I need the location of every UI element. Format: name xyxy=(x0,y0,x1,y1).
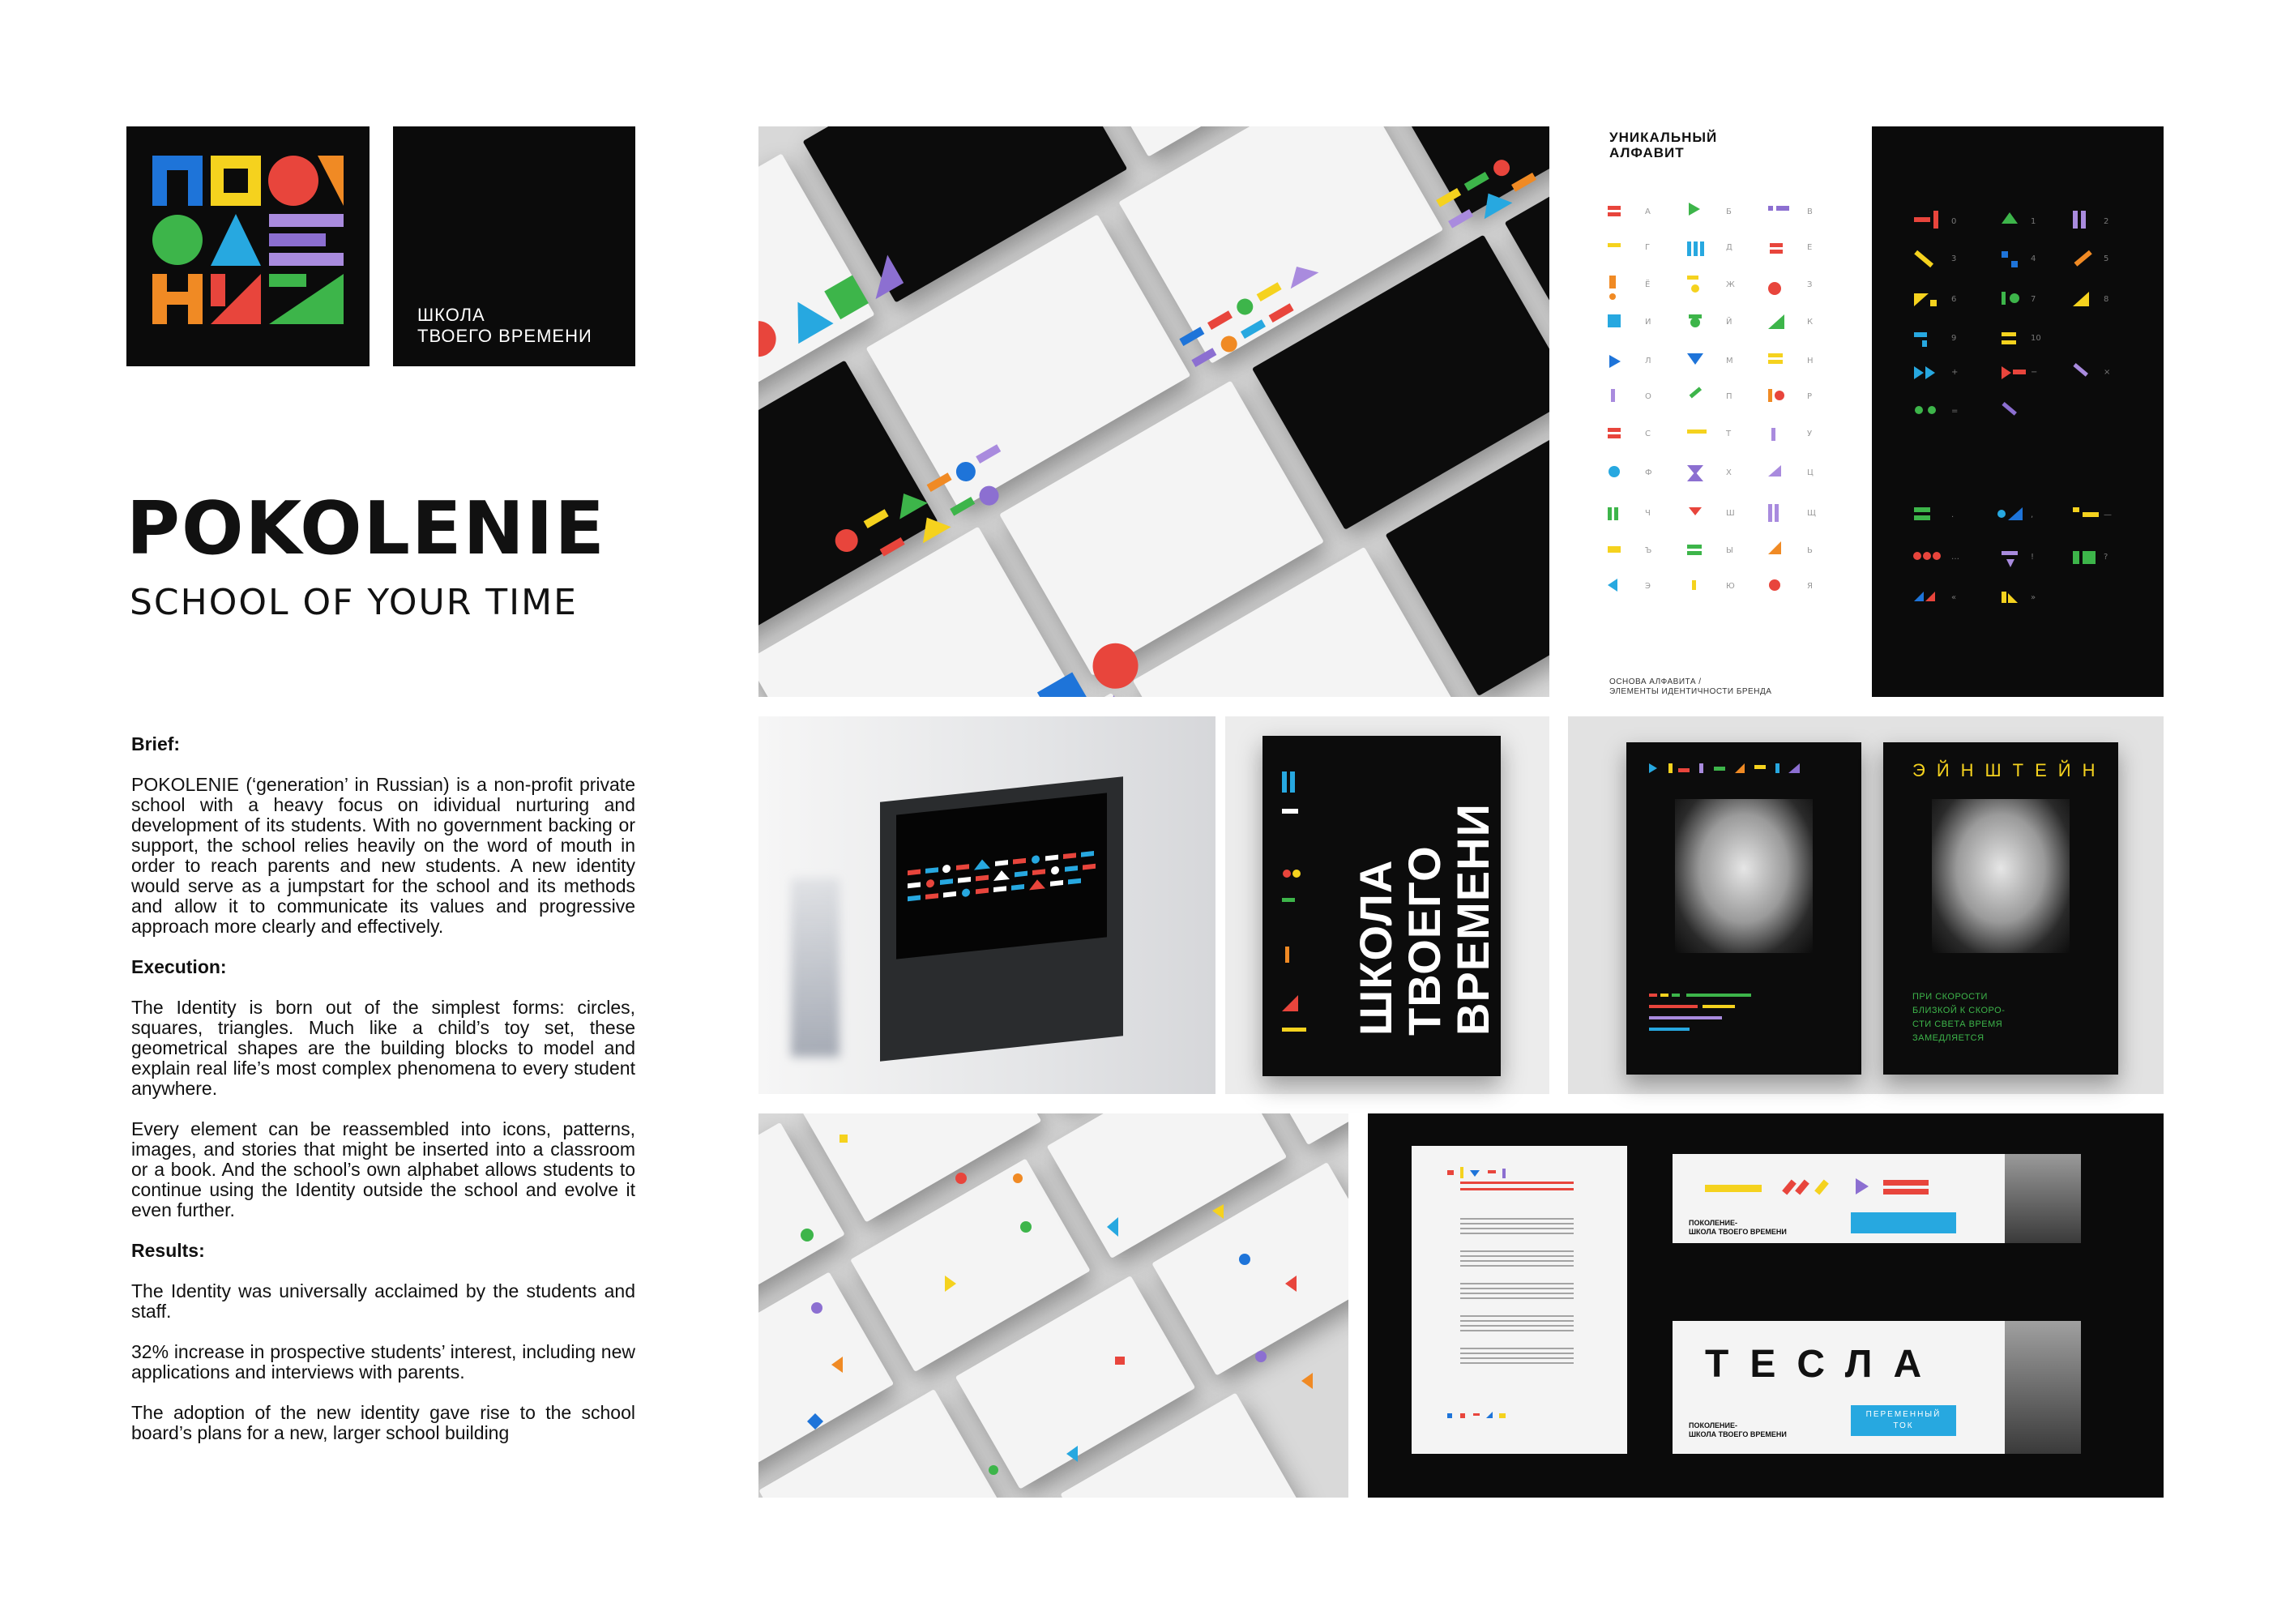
card-icons-icon xyxy=(758,1113,1348,1498)
einstein-posters xyxy=(1568,716,2164,1094)
stationery-mockup xyxy=(758,126,1549,697)
svg-text:Л: Л xyxy=(1645,357,1651,365)
tesla-label-box xyxy=(1851,1405,1956,1436)
tesla-box-line-1: ПЕРЕМЕННЫЙ xyxy=(1865,1410,1942,1419)
billboard-pattern-icon xyxy=(896,793,1107,959)
svg-text:?: ? xyxy=(2104,553,2108,562)
svg-text:6: 6 xyxy=(1951,295,1957,304)
tagline-line-2: ТВОЕГО ВРЕМЕНИ xyxy=(417,326,592,346)
sheet-music-icon xyxy=(1412,1146,1627,1454)
tesla-photo-image-2 xyxy=(2005,1321,2081,1454)
alphabet-footer xyxy=(1609,677,1771,697)
svg-text:Щ: Щ xyxy=(1807,509,1816,518)
svg-text:9: 9 xyxy=(1951,334,1957,343)
book-title-line-1: ШКОЛА xyxy=(1350,859,1401,1036)
svg-text:!: ! xyxy=(2031,553,2035,562)
tesla-blue-strip xyxy=(1851,1212,1956,1233)
svg-text:Ю: Ю xyxy=(1726,582,1735,591)
svg-text:8: 8 xyxy=(2104,295,2109,304)
tesla-footer-bottom: ПОКОЛЕНИЕ- ШКОЛА ТВОЕГО ВРЕМЕНИ xyxy=(1689,1421,1787,1438)
svg-text:×: × xyxy=(2104,368,2111,377)
svg-text:О: О xyxy=(1645,392,1651,401)
svg-text:=: = xyxy=(1951,407,1959,416)
svg-text:Ё: Ё xyxy=(1645,280,1651,289)
svg-text:Ж: Ж xyxy=(1726,280,1735,289)
alphabet-sheet xyxy=(1572,126,1852,697)
alphabet-title-line-1: УНИКАЛЬНЫЙ xyxy=(1609,130,1718,145)
svg-text:Т: Т xyxy=(1726,430,1732,438)
quote-line-2: БЛИЗКОЙ К СКОРО- xyxy=(1912,1006,2006,1015)
einstein-photo-image-2 xyxy=(1932,799,2070,953)
svg-text:…: … xyxy=(1951,553,1959,562)
svg-text:И: И xyxy=(1645,318,1651,327)
case-text xyxy=(131,734,635,1464)
alphabet-glyphs-icon xyxy=(1604,201,1839,663)
svg-text:4: 4 xyxy=(2031,254,2036,263)
einstein-name: ЭЙНШТЕЙН xyxy=(1912,760,2107,780)
svg-text:Ш: Ш xyxy=(1726,509,1735,518)
svg-text:Р: Р xyxy=(1807,392,1813,401)
einstein-poster-left xyxy=(1626,742,1861,1075)
svg-text:Э: Э xyxy=(1645,582,1651,591)
einstein-quote-glyphs-icon xyxy=(1646,990,1848,1039)
tesla-photo-image xyxy=(2005,1154,2081,1243)
book-title xyxy=(1352,760,1497,1036)
tagline-block xyxy=(393,126,635,366)
svg-text:3: 3 xyxy=(1951,254,1957,263)
book-title-line-2: ТВОЕГО xyxy=(1399,845,1450,1036)
svg-text:Е: Е xyxy=(1807,243,1813,252)
svg-text:К: К xyxy=(1807,318,1814,327)
digits-sheet xyxy=(1872,126,2164,697)
svg-text:Ф: Ф xyxy=(1645,468,1652,477)
logo-tagline xyxy=(417,305,592,347)
svg-text:1: 1 xyxy=(2031,217,2036,226)
results-paragraph-3: The adoption of the new identity gave rise to the school board’s plans for a new, larger school building xyxy=(131,1402,635,1443)
svg-text:5: 5 xyxy=(2104,254,2109,263)
walking-person-image xyxy=(791,878,840,1057)
brief-body: POKOLENIE (‘generation’ in Russian) is a non-profit private school with a heavy focus on idividual nurturing and development of its students. With no government backing or support, the school relies heavily on the word of mouth in order to reach parents and new students. A new identity would serve as a jumpstart for the school and its methods and allow it to communicate its values and progressive approach more clearly and effectively. xyxy=(131,774,635,937)
svg-text:«: « xyxy=(1951,593,1957,602)
execution-paragraph-2: Every element can be reassembled into icons, patterns, images, and stories that might be inserted into a classroom or a book. And the school’s own alphabet allows students to continue using the Identity outside the school and evolve it even further. xyxy=(131,1118,635,1220)
einstein-name-glyphs-icon xyxy=(1646,760,1848,776)
results-heading: Results: xyxy=(131,1240,205,1261)
tagline-line-1: ШКОЛА xyxy=(417,305,485,325)
quote-line-4: ЗАМЕДЛЯЕТСЯ xyxy=(1912,1033,1985,1043)
page-subtitle: SCHOOL OF YOUR TIME xyxy=(130,582,578,623)
execution-paragraph-1: The Identity is born out of the simplest forms: circles, squares, triangles. Much like a child’s toy set, these geometrical shapes are the building blocks to model and explain real life’s most complex phenomena to every student anywhere. xyxy=(131,997,635,1099)
pokolenie-logo-icon xyxy=(126,126,370,366)
svg-text:Ч: Ч xyxy=(1645,509,1651,518)
svg-text:7: 7 xyxy=(2031,295,2036,304)
tesla-glyphs-icon xyxy=(1697,1162,1972,1211)
logo-block xyxy=(126,126,370,366)
quote-line-3: СТИ СВЕТА ВРЕМЯ xyxy=(1912,1019,2003,1029)
svg-text:Ь: Ь xyxy=(1807,546,1813,555)
svg-text:.: . xyxy=(1951,511,1955,519)
book-title-line-3: ВРЕМЕНИ xyxy=(1447,803,1498,1036)
svg-text:Н: Н xyxy=(1807,357,1814,365)
svg-text:Г: Г xyxy=(1645,243,1651,252)
business-cards-mockup xyxy=(758,1113,1348,1498)
digit-0: 0 xyxy=(1951,217,1957,226)
tesla-slide-bottom xyxy=(1673,1321,2081,1454)
svg-text:Х: Х xyxy=(1726,468,1732,477)
digits-glyphs-icon xyxy=(1872,126,2164,697)
svg-text:Ц: Ц xyxy=(1807,468,1814,477)
svg-text:—: — xyxy=(2104,511,2112,519)
svg-text:П: П xyxy=(1726,392,1732,401)
svg-text:Ы: Ы xyxy=(1726,546,1733,555)
tesla-name: ТЕСЛА xyxy=(1705,1343,1943,1386)
svg-text:З: З xyxy=(1807,280,1813,289)
billboard-mockup xyxy=(758,716,1215,1094)
alphabet-title xyxy=(1609,130,1717,160)
svg-text:10: 10 xyxy=(2031,334,2041,343)
svg-text:Д: Д xyxy=(1726,243,1732,252)
book-mockup xyxy=(1225,716,1549,1094)
einstein-poster-right xyxy=(1883,742,2118,1075)
svg-text:Ъ: Ъ xyxy=(1645,546,1652,555)
einstein-photo-image xyxy=(1675,799,1813,953)
sheet-music-page xyxy=(1412,1146,1627,1454)
svg-text:А: А xyxy=(1645,207,1651,216)
svg-text:+: + xyxy=(1951,368,1959,377)
results-paragraph-2: 32% increase in prospective students’ interest, including new applications and interviews with parents. xyxy=(131,1341,635,1383)
book-glyphs-icon xyxy=(1279,768,1311,1044)
svg-text:С: С xyxy=(1645,430,1651,438)
stationery-pattern-icon xyxy=(758,126,1549,697)
execution-heading: Execution: xyxy=(131,956,227,977)
page-title: POKOLENIE xyxy=(126,486,606,571)
svg-text:М: М xyxy=(1726,357,1733,365)
svg-text:»: » xyxy=(2031,593,2036,602)
svg-text:Й: Й xyxy=(1726,318,1732,327)
tesla-box-line-2: ТОК xyxy=(1893,1421,1914,1430)
alphabet-title-line-2: АЛФАВИТ xyxy=(1609,145,1685,160)
tesla-slide-top xyxy=(1673,1154,2081,1243)
alphabet-footer-line-2: ЭЛЕМЕНТЫ ИДЕНТИЧНОСТИ БРЕНДА xyxy=(1609,687,1772,696)
svg-text:У: У xyxy=(1807,430,1813,438)
svg-text:В: В xyxy=(1807,207,1813,216)
alphabet-footer-line-1: ОСНОВА АЛФАВИТА / xyxy=(1609,677,1702,686)
svg-text:2: 2 xyxy=(2104,217,2109,226)
svg-text:,: , xyxy=(2031,511,2034,519)
einstein-quote xyxy=(1912,990,2005,1045)
tesla-footer-top: ПОКОЛЕНИЕ- ШКОЛА ТВОЕГО ВРЕМЕНИ xyxy=(1689,1219,1787,1236)
tesla-presentation xyxy=(1368,1113,2164,1498)
svg-text:Б: Б xyxy=(1726,207,1732,216)
results-paragraph-1: The Identity was universally acclaimed by the students and staff. xyxy=(131,1280,635,1322)
quote-line-1: ПРИ СКОРОСТИ xyxy=(1912,992,1988,1002)
brief-heading: Brief: xyxy=(131,733,181,754)
svg-text:Я: Я xyxy=(1807,582,1813,591)
svg-text:−: − xyxy=(2031,368,2038,377)
